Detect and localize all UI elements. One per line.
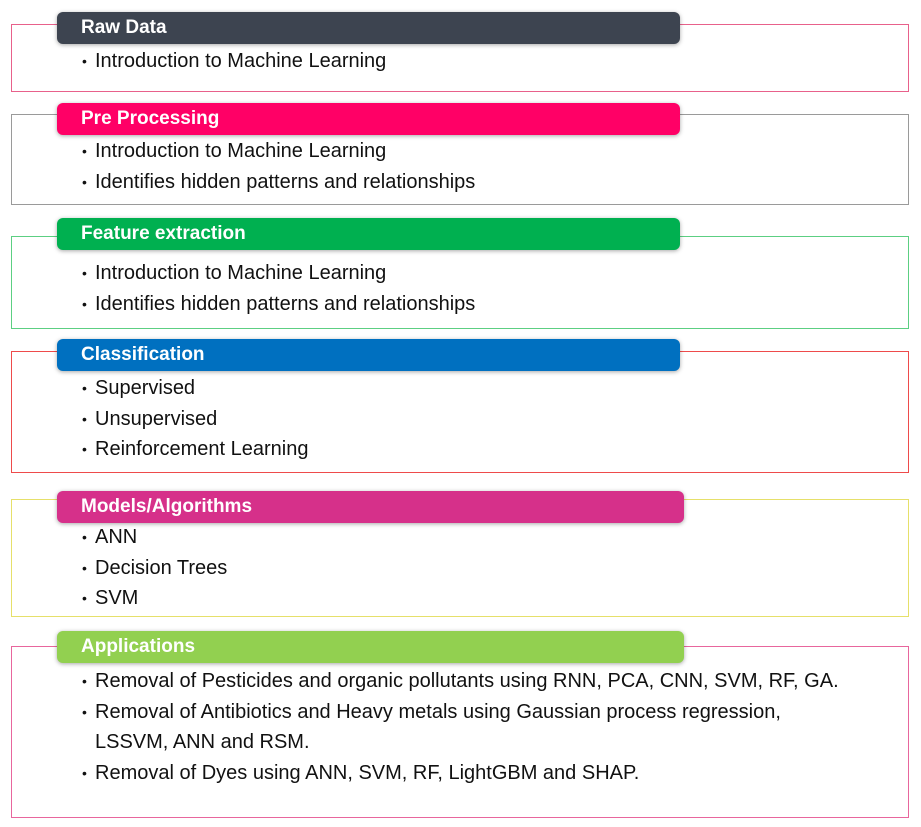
bullet-icon: •: [82, 265, 87, 281]
list-item: • Removal of Antibiotics and Heavy metals using Gaussian process regression, LSSVM, ANN and RSM.: [82, 697, 855, 758]
list-item: • Identifies hidden patterns and relationships: [82, 289, 475, 320]
bullet-icon: •: [82, 703, 87, 720]
bullet-icon: •: [82, 441, 87, 457]
bullet-icon: •: [82, 53, 87, 69]
list-item: • Reinforcement Learning: [82, 434, 308, 465]
section-item-list: [82, 258, 475, 319]
list-item: • ANN: [82, 522, 227, 553]
list-item: • Unsupervised: [82, 404, 308, 435]
list-item: • SVM: [82, 583, 227, 614]
bullet-icon: •: [82, 559, 87, 576]
section-item-list: [82, 46, 386, 77]
section-header: Applications: [57, 631, 684, 663]
section-item-list: [82, 666, 855, 788]
section-header: Pre Processing: [57, 103, 680, 135]
section-item-list: [82, 373, 308, 465]
list-item: • Decision Trees: [82, 553, 227, 584]
section-header: Classification: [57, 339, 680, 371]
bullet-icon: •: [82, 410, 87, 427]
list-item: • Removal of Pesticides and organic pollutants using RNN, PCA, CNN, SVM, RF, GA.: [82, 666, 855, 697]
bullet-icon: •: [82, 764, 87, 781]
section-header: Raw Data: [57, 12, 680, 44]
section-item-list: [82, 522, 227, 614]
list-item: • Removal of Dyes using ANN, SVM, RF, LightGBM and SHAP.: [82, 758, 855, 789]
bullet-icon: •: [82, 380, 87, 396]
list-item: • Introduction to Machine Learning: [82, 46, 386, 77]
bullet-icon: •: [82, 143, 87, 159]
list-item: • Introduction to Machine Learning: [82, 136, 475, 167]
list-item: • Supervised: [82, 373, 308, 404]
section-item-list: [82, 136, 475, 197]
bullet-icon: •: [82, 173, 87, 190]
list-item: • Identifies hidden patterns and relationships: [82, 167, 475, 198]
bullet-icon: •: [82, 295, 87, 312]
bullet-icon: •: [82, 590, 87, 606]
list-item: • Introduction to Machine Learning: [82, 258, 475, 289]
section-header: Models/Algorithms: [57, 491, 684, 523]
bullet-icon: •: [82, 529, 87, 545]
bullet-icon: •: [82, 673, 87, 689]
section-header: Feature extraction: [57, 218, 680, 250]
